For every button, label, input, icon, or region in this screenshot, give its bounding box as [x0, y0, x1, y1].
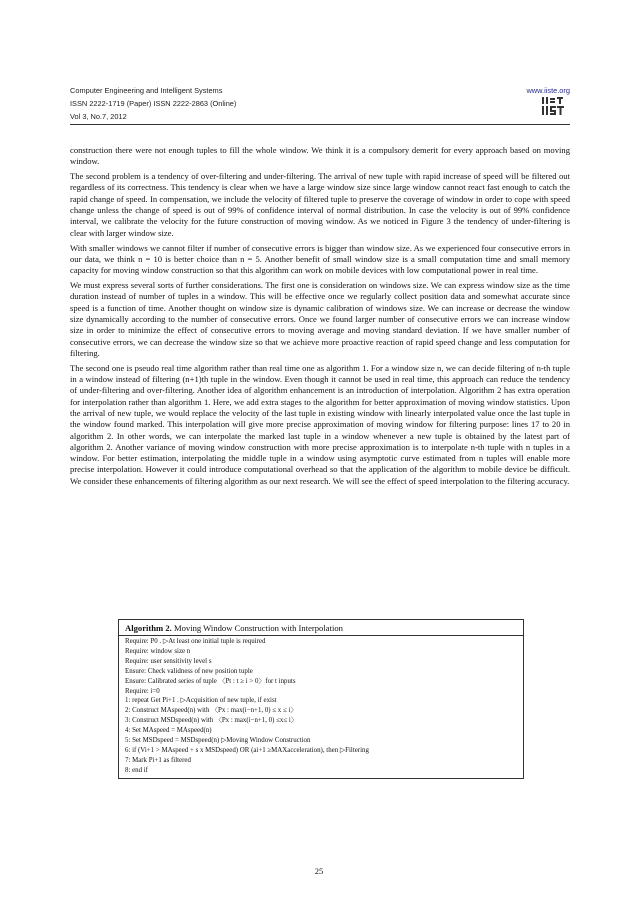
algorithm-line: Ensure: Calibrated series of tuple 〈Pt : t ≥ i > 0〉for t inputs	[125, 677, 296, 685]
body-text	[70, 145, 570, 491]
journal-url[interactable]: www.iiste.org	[526, 86, 570, 95]
journal-volume: Vol 3, No.7, 2012	[70, 112, 127, 121]
algorithm-name: Moving Window Construction with Interpolation	[173, 623, 343, 633]
algorithm-line: 3: Construct MSDspeed(n) with 〈Px : max(i−n+1, 0) ≤x≤ i〉	[125, 717, 298, 725]
algorithm-line: 2: Construct MAspeed(n) with 〈Px : max(i−n+1, 0) ≤ x ≤ i〉	[125, 707, 298, 715]
algorithm-line: 6: if (Vi+1 > MAspeed + s x MSDspeed) OR (ai+1 ≥MAXacceleration), then ▷Filtering	[125, 746, 369, 754]
algorithm-box	[118, 619, 524, 779]
algorithm-line: Require: user sensitivity level s	[125, 657, 212, 665]
paragraph-1: construction there were not enough tuples to fill the whole window. We think it is a compulsory demerit for every approach based on moving window.	[70, 145, 570, 167]
algorithm-line: 1: repeat Get Pi+1 . ▷Acquisition of new tuple, if exist	[125, 697, 277, 705]
algorithm-line: Require: i=0	[125, 687, 160, 695]
algorithm-line: 5: Set MSDspeed = MSDspeed(n) ▷Moving Window Construction	[125, 737, 311, 745]
algorithm-line: Require: P0 . ▷At least one initial tuple is required	[125, 638, 266, 645]
algorithm-line: Require: window size n	[125, 647, 191, 655]
iiste-logo-icon	[541, 97, 565, 116]
page-number: 25	[314, 866, 324, 876]
header-divider	[70, 124, 570, 125]
journal-header	[70, 84, 570, 123]
paragraph-4: We must express several sorts of further considerations. The first one is consideration on windows size. We can express window size as the time duration instead of number of tuples in a window. This will be effective once we regularly collect position data and somewhat accurate since speed is a function of time. Another thought on window size is dynamic calibration of windows size. We can increase or decrease the window size dynamically according to the number of consecutive errors. Once we found larger number of consecutive errors we can increase window size in order to minimize the effect of consecutive errors to moving average and moving standard deviation. If we have smaller number of consecutive errors, we can decrease the window size so that we achieve more proactive reaction of rapid speed change and less computation for filtering.	[70, 280, 570, 358]
algorithm-title	[119, 620, 523, 636]
algorithm-line: 8: end if	[125, 766, 148, 774]
paragraph-2: The second problem is a tendency of over-filtering and under-filtering. The arrival of new tuple with rapid increase of speed will be filtered out regardless of its correctness. This tendency is clear when we have a large window size since large window cannot react fast enough to catch the rapid change of speed. In compensation, we include the velocity of filtered tuple to preserve the coverage of window in order to cope with speed change unless the change of speed is out of 99% of confidence interval of normal distribution. In case the velocity is out of 99% confidence interval, we calibrate the velocity for the future construction of moving window. As we noticed in Figure 3 the tendency of under-filtering is clear with larger window size.	[70, 171, 570, 238]
algorithm-label: Algorithm 2.	[125, 623, 172, 633]
algorithm-line: Ensure: Check validness of new position tuple	[125, 667, 253, 675]
algorithm-lines	[119, 636, 523, 778]
algorithm-line: 7: Mark Pi+1 as filtered	[125, 756, 191, 764]
paragraph-3: With smaller windows we cannot filter if number of consecutive errors is bigger than window size. As we experienced four consecutive errors in our data, we think n = 10 is better choice than n = 5. Another benefit of small window size is a small computation time and small memory capacity for moving window construction so that this algorithm can work on mobile devices with low computational power in real time.	[70, 242, 570, 276]
algorithm-line: 4: Set MAspeed = MAspeed(n)	[125, 727, 212, 735]
journal-name: Computer Engineering and Intelligent Systems	[70, 86, 223, 95]
journal-issn: ISSN 2222-1719 (Paper) ISSN 2222-2863 (Online)	[70, 99, 237, 108]
paragraph-5: The second one is pseudo real time algorithm rather than real time one as algorithm 1. For a window size n, we can decide filtering of n-th tuple in a window instead of filtering (n+1)th tuple in the window. Even though it cannot be used in real time, this approach can reduce the tendency of under-filtering and over-filtering. Another idea of algorithm enhancement is an introduction of interpolation. Algorithm 2 has extra operation for interpolation rather than algorithm 1. Here, we add extra stages to the algorithm for better approximation of moving window statistics. Upon the arrival of new tuple, we would replace the velocity of the last tuple in existing window with linearly interpolated value once the last tuple in the window found marked. This interpolation will give more precise approximation of moving window for filtering purpose: lines 17 to 20 in algorithm 2. In other words, we can interpolate the marked last tuple in a window whenever a new tuple is obtained by the latest part of algorithm 2. Another variance of moving window construction with more precise approximation is to interpolate n-th tuple with n tuples in a window. For better estimation, interpolating the middle tuple in a window using asymptotic curve estimated from n tuples will enable more precise interpolation. However it could introduce computational overhead so that the application of the algorithm to mobile device be difficult. We consider these enhancements of filtering algorithm as our next research. We will see the effect of speed interpolation to the filtering accuracy.	[70, 362, 570, 486]
